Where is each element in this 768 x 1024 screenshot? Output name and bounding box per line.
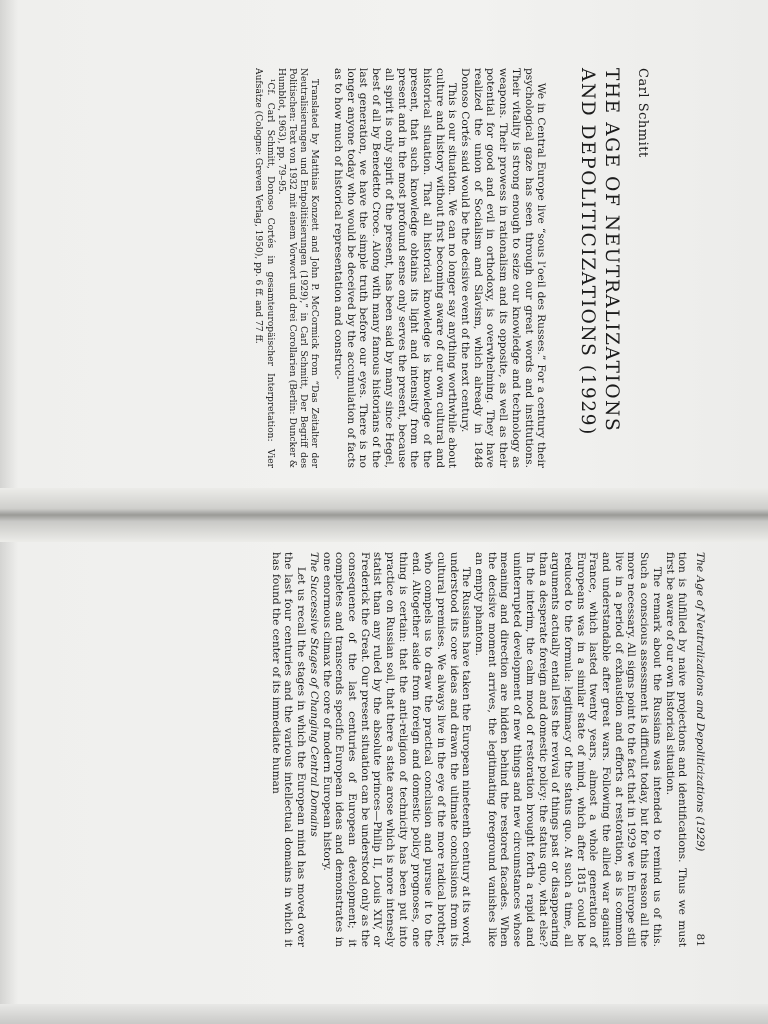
- right-page: [269, 552, 706, 947]
- footnotes: [252, 68, 319, 468]
- book-gutter: [0, 488, 768, 542]
- author-name: Carl Schmitt: [635, 68, 650, 158]
- body-paragraph: The remark about the Russians was intended to remind us of this. Such a conscious assessment is difficult today, but for this reason all the more necessary. All signs point to the fact that in 1929 we in Europe still live in a period of exhaustion and efforts at restoration, as is common and understandable after great wars. Following the allied war against France, which lasted twenty years, almost a whole generation of Europeans was in a similar state of mind, which after 1815 could be reduced to the formula: legitimacy of the status quo. At such a time, all arguments actually entail less the revival of things past or disappearing than a desperate foreign and domestic policy: the status quo, what else? In the interim, the calm mood of restoration brought forth a rapid and uninterrupted development of new things and new circumstances whose meaning and direction are hidden behind the restored facades. When the decisive moment arrives, the legitimating foreground vanishes like an empty phantom.: [473, 552, 663, 947]
- left-page: [252, 68, 648, 468]
- body-paragraph: The Russians have taken the European nineteenth century at its word, understood its core ideas and drawn the ultimate conclusions from its cultural premises. We always live in the eye of the more radical brother, who compels us to draw the practical conclusion and pursue it to the end. Altogether aside from foreign and domestic policy prognoses, one thing is certain: that the anti-religion of technicity has been put into practice on Russian soil, that there a state arose which is more intensely statist than any ruled by the absolute princes—Philip II, Louis XIV, or Frederick the Great. Our present situation can be understood only as the consequence of the last centuries of European development; it completes and transcends specific European ideas and demonstrates in one enormous climax the core of modern European history.: [320, 552, 473, 947]
- page-edge: [0, 1004, 768, 1024]
- body-paragraph: Let us recall the stages in which the European mind has moved over the last four centuries and the various intellectual domains in which it has found the center of its immediate human: [269, 552, 308, 947]
- page-number: 81: [694, 933, 706, 947]
- body-paragraph: This is our situation. We can no longer say anything worthwhile about culture and history without first becoming aware of our own cultural and historical situation. That all historical knowledge is knowledge of the present, that such knowledge obtains its light and intensity from the present and in the most profound sense only serves the present, because all spirit is only spirit of the present, has been said by many since Hegel, best of all by Benedetto Croce. Along with many famous historians of the last generation, we have the simple truth before our eyes. There is no longer anyone today who would be deceived by the accumulation of facts as to how much of historical representation and construc-: [332, 68, 459, 468]
- body-paragraph: tion is fulfilled by naive projections and identifications. Thus we must first be aware of our own historical situation.: [663, 552, 689, 947]
- chapter-title: [575, 68, 623, 468]
- running-header: [693, 552, 706, 947]
- translation-note: Translated by Matthias Konzett and John P. McCormick from “Das Zeitalter der Neutralisierungen und Entpolitisierungen (1929),” in Carl Schmitt, Der Begriff des Politischen: Text von 1932 mit einem Vorwort und drei Corollarien (Berlin: Duncker & Humblot, 1963), pp. 79–95.: [275, 68, 320, 468]
- running-head-title: The Age of Neutralizations and Depoliticizations (1929): [694, 552, 706, 852]
- title-line-1: THE AGE OF NEUTRALIZATIONS: [601, 68, 623, 433]
- title-line-2: AND DEPOLITICIZATIONS (1929): [577, 68, 599, 436]
- section-subheading: The Successive Stages of Changing Central Domains: [307, 552, 320, 837]
- body-paragraph: We in Central Europe live “sous l’oeil des Russes.” For a century their psychological gaze has seen through our great words and institutions. Their vitality is strong enough to seize our knowledge and technology as weapons. Their prowess in rationalism and its opposite, as well as their potential for good and evil in orthodoxy, is overwhelming. They have realized the union of Socialism and Slavism, which already in 1848 Donoso Cortés said would be the decisive event of the next century.: [459, 68, 548, 468]
- footnote: ¹Cf. Carl Schmitt, Donoso Cortés in gesamteuropäischer Interpretation: Vier Aufsätze (Cologne: Greven Verlag, 1950), pp. 6 ff. and 77 ff.: [253, 68, 275, 468]
